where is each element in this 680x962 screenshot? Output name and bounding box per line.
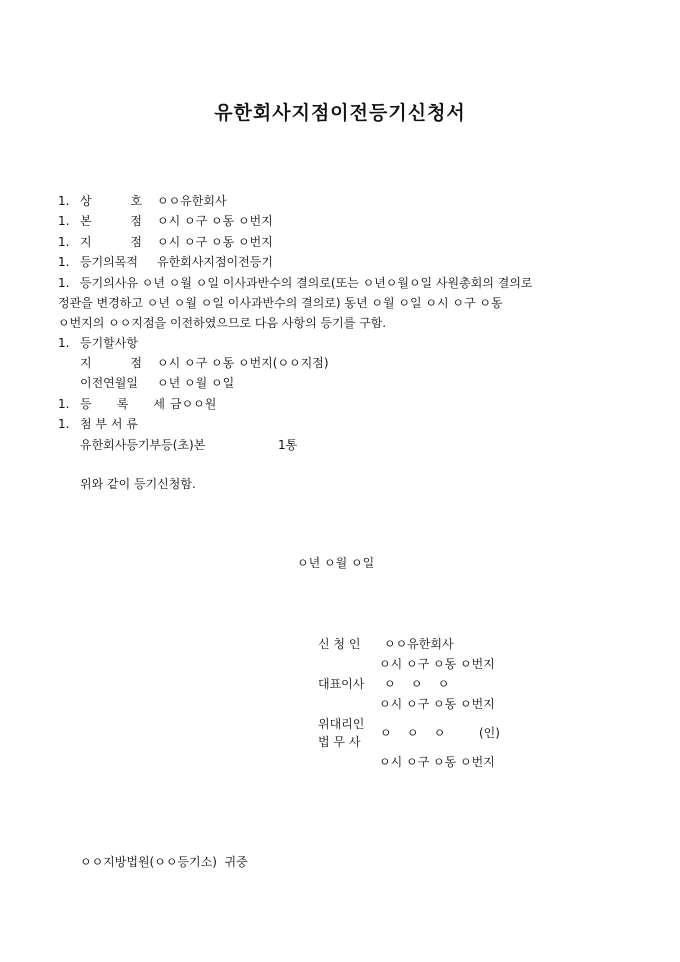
purpose-value: 유한회사지점이전등기	[157, 255, 273, 269]
court-recipient: ㅇㅇ지방법원(ㅇㅇ등기소) 귀중	[80, 855, 248, 869]
applicant-address: ㅇ시 ㅇ구 ㅇ동 ㅇ번지	[379, 657, 495, 671]
reason-line-2: 정관을 변경하고 ㅇ년 ㅇ월 ㅇ일 이사과반수의 결의로) 동년 ㅇ월 ㅇ일 ㅇ시 ㅇ구 ㅇ동	[58, 296, 503, 310]
item-number: 1.	[58, 214, 70, 228]
attachments-heading: 첨 부 서 류	[80, 417, 138, 431]
item-number: 1.	[58, 417, 70, 431]
attachment-document: 유한회사등기부등(초)본	[80, 438, 206, 452]
representative-name: ㅇ ㅇ ㅇ	[384, 677, 450, 691]
reg-branch-label: 지 점	[80, 356, 142, 370]
item-number: 1.	[58, 255, 70, 269]
registration-tax-label: 등 록 세	[80, 397, 165, 411]
agent-name: ㅇ ㅇ ㅇ	[380, 726, 446, 740]
purpose-label: 등기의목적	[80, 255, 138, 269]
reason-line-3: ㅇ번지의 ㅇㅇ지점을 이전하였으므로 다음 사항의 등기를 구함.	[58, 316, 387, 330]
applicant-label: 신 청 인	[318, 637, 361, 651]
branch-label: 지 점	[80, 235, 142, 249]
trade-name-value: ㅇㅇ유한회사	[157, 194, 227, 208]
reason-line-1: 등기의사유 ㅇ년 ㅇ월 ㅇ일 이사과반수의 결의로(또는 ㅇ년ㅇ월ㅇ일 사원총회의 결의로	[80, 276, 533, 290]
agent-address: ㅇ시 ㅇ구 ㅇ동 ㅇ번지	[379, 755, 495, 769]
item-number: 1.	[58, 235, 70, 249]
trade-name-label: 상 호	[80, 194, 142, 208]
branch-value: ㅇ시 ㅇ구 ㅇ동 ㅇ번지	[157, 235, 273, 249]
relocation-date-value: ㅇ년 ㅇ월 ㅇ일	[157, 376, 235, 390]
item-number: 1.	[58, 194, 70, 208]
agent-label-line-2: 법 무 사	[318, 735, 361, 749]
representative-label: 대표이사	[318, 677, 365, 691]
head-office-value: ㅇ시 ㅇ구 ㅇ동 ㅇ번지	[157, 214, 273, 228]
agent-seal: (인)	[479, 726, 500, 740]
applicant-name: ㅇㅇ유한회사	[384, 637, 454, 651]
registration-items-heading: 등기할사항	[80, 336, 138, 350]
application-date: ㅇ년 ㅇ월 ㅇ일	[297, 556, 375, 570]
representative-address: ㅇ시 ㅇ구 ㅇ동 ㅇ번지	[379, 697, 495, 711]
item-number: 1.	[58, 397, 70, 411]
agent-label-line-1: 위대리인	[318, 717, 365, 731]
item-number: 1.	[58, 336, 70, 350]
relocation-date-label: 이전연월일	[80, 376, 138, 390]
closing-statement: 위와 같이 등기신청함.	[80, 477, 196, 491]
reg-branch-value: ㅇ시 ㅇ구 ㅇ동 ㅇ번지(ㅇㅇ지점)	[157, 356, 329, 370]
registration-tax-value: 금ㅇㅇ원	[170, 397, 217, 411]
attachment-count: 1통	[278, 438, 298, 452]
item-number: 1.	[58, 276, 70, 290]
head-office-label: 본 점	[80, 214, 142, 228]
document-title: 유한회사지점이전등기신청서	[214, 102, 466, 124]
